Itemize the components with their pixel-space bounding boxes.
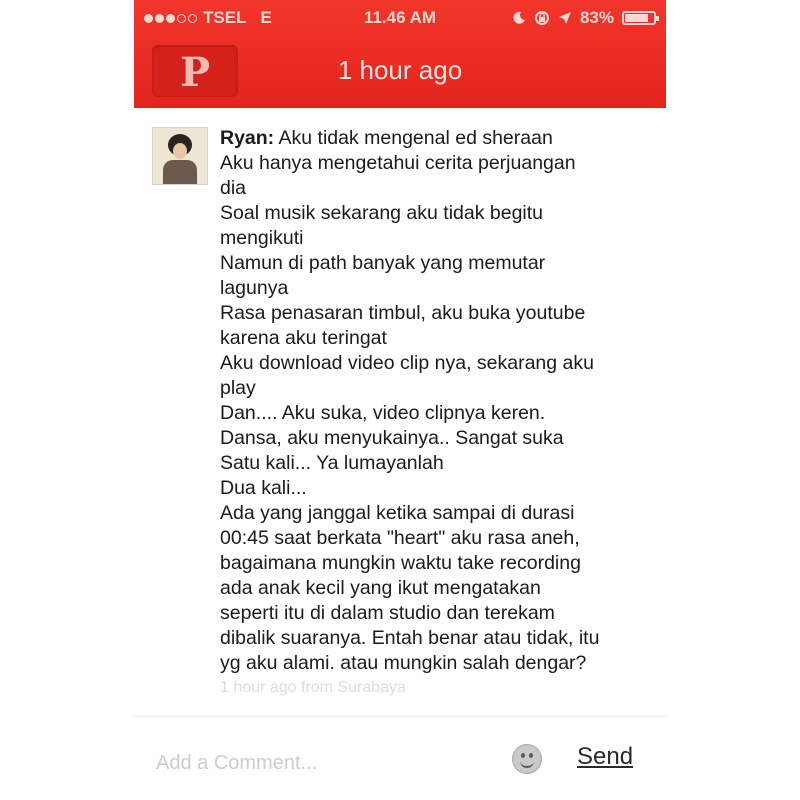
post-text-content: Namun di path banyak yang memutar bbox=[220, 252, 546, 274]
post-text-content: Rasa penasaran timbul, aku buka youtube bbox=[220, 302, 586, 324]
post-text-content: 00:45 saat berkata "heart" aku rasa aneh, bbox=[220, 527, 580, 549]
post-text-line bbox=[220, 651, 650, 676]
battery-fill bbox=[625, 14, 648, 22]
emoji-smiley-icon[interactable] bbox=[512, 744, 542, 774]
app-frame bbox=[134, 0, 666, 800]
post-meta: 1 hour ago from Surabaya bbox=[220, 679, 406, 696]
location-arrow-icon bbox=[558, 11, 572, 25]
post-text-content: Dan.... Aku suka, video clipnya keren. bbox=[220, 402, 546, 424]
send-button[interactable]: Send bbox=[577, 743, 634, 770]
post-text-content: lagunya bbox=[220, 277, 289, 299]
post-text-line bbox=[220, 126, 650, 151]
avatar[interactable] bbox=[152, 127, 208, 185]
post-text-content: mengikuti bbox=[220, 227, 304, 249]
header-bar bbox=[134, 0, 666, 108]
post-text-line bbox=[220, 351, 650, 376]
post-text-content: dibalik suaranya. Entah benar atau tidak, itu bbox=[220, 627, 600, 649]
post-text-content: play bbox=[220, 377, 256, 399]
post-text-content: Aku download video clip nya, sekarang aku bbox=[220, 352, 594, 374]
moon-icon bbox=[512, 11, 526, 25]
post-text-line bbox=[220, 451, 650, 476]
network-type: E bbox=[260, 8, 272, 27]
post-text-line bbox=[220, 576, 650, 601]
carrier-name: TSEL bbox=[203, 8, 247, 27]
post-text-content: Satu kali... Ya lumayanlah bbox=[220, 452, 444, 474]
post-text-content: Aku hanya mengetahui cerita perjuangan bbox=[220, 152, 576, 174]
post-text-line bbox=[220, 226, 650, 251]
post-text-line bbox=[220, 426, 650, 451]
post-text-line bbox=[220, 326, 650, 351]
post-text-line bbox=[220, 376, 650, 401]
post-text-content: Soal musik sekarang aku tidak begitu bbox=[220, 202, 544, 224]
post-text-content: Aku tidak mengenal ed sheraan bbox=[278, 127, 553, 149]
battery-percent: 83% bbox=[579, 8, 614, 27]
post-text-line bbox=[220, 201, 650, 226]
post-text-content: ada anak kecil yang ikut mengatakan bbox=[220, 577, 541, 599]
comment-bar bbox=[134, 717, 666, 800]
status-right bbox=[512, 8, 656, 28]
post-text-content: karena aku teringat bbox=[220, 327, 387, 349]
post-text-line bbox=[220, 151, 650, 176]
post-text-line bbox=[220, 526, 650, 551]
post-text-line bbox=[220, 476, 650, 501]
post-text-line bbox=[220, 601, 650, 626]
post-text-content: yg aku alami. atau mungkin salah dengar? bbox=[220, 652, 587, 674]
author-name[interactable]: Ryan: bbox=[220, 127, 275, 149]
path-logo-icon: P bbox=[179, 49, 211, 96]
post-text-line bbox=[220, 301, 650, 326]
post-text-content: seperti itu di dalam studio dan terekam bbox=[220, 602, 555, 624]
post-text-content: Ada yang janggal ketika sampai di durasi bbox=[220, 502, 575, 524]
post-text-content: Dua kali... bbox=[220, 477, 307, 499]
post-text-line bbox=[220, 276, 650, 301]
post-text-line bbox=[220, 501, 650, 526]
post-text-line bbox=[220, 626, 650, 651]
battery-icon bbox=[622, 11, 656, 25]
post-text-line bbox=[220, 176, 650, 201]
post-text-line bbox=[220, 401, 650, 426]
status-bar bbox=[134, 0, 666, 36]
page-title: 1 hour ago bbox=[337, 55, 463, 85]
post-text-line bbox=[220, 251, 650, 276]
post-text-content: bagaimana mungkin waktu take recording bbox=[220, 552, 581, 574]
comment-input[interactable] bbox=[154, 747, 498, 779]
post-text-content: Dansa, aku menyukainya.. Sangat suka bbox=[220, 427, 564, 449]
post-text-line bbox=[220, 551, 650, 576]
post-text-content: dia bbox=[220, 177, 247, 199]
rotation-lock-icon bbox=[534, 10, 550, 26]
post-text bbox=[220, 126, 650, 676]
status-time: 11.46 AM bbox=[363, 8, 437, 27]
